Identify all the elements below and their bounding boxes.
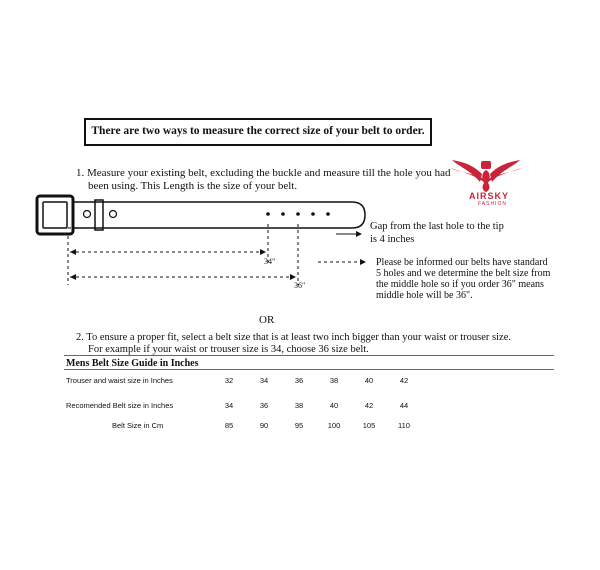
guide-row-label: Trouser and waist size in Inches [66, 376, 173, 385]
guide-cell: 32 [224, 376, 234, 385]
guide-cell: 34 [224, 401, 234, 410]
guide-cell: 36 [294, 376, 304, 385]
belt-keeper [95, 200, 103, 230]
guide-cell: 40 [329, 401, 339, 410]
guide-cell: 40 [364, 376, 374, 385]
guide-row-label: Recomended Belt size in Inches [66, 401, 174, 410]
step2-line1: 2. To ensure a proper fit, select a belt size that is at least two inch bigger than your waist or trouser size. [76, 332, 511, 343]
holes-note-line4: middle hole will be 36". [376, 290, 473, 301]
belt-hole [266, 212, 270, 216]
guide-title: Mens Belt Size Guide in Inches [66, 358, 199, 369]
gap-note-line1: Gap from the last hole to the tip [370, 221, 504, 232]
belt-hole [326, 212, 330, 216]
guide-cell: 34 [259, 376, 269, 385]
brand-logo-name: AIRSKY [469, 191, 510, 201]
holes-note-line3: the middle hole so if you order 36" means [376, 279, 544, 290]
belt-hole [296, 212, 300, 216]
or-separator: OR [259, 314, 275, 326]
buckle-inner [43, 202, 67, 228]
guide-cell: 85 [224, 421, 234, 430]
measure-36-label: 36" [294, 281, 306, 290]
gap-note-line2: is 4 inches [370, 234, 415, 245]
guide-cell: 44 [399, 401, 409, 410]
brand-logo-tagline: FASHION [478, 201, 507, 207]
guide-row-label: Belt Size in Cm [112, 421, 164, 430]
guide-cell: 38 [329, 376, 339, 385]
belt-hole [311, 212, 315, 216]
guide-cell: 42 [364, 401, 374, 410]
guide-cell: 100 [327, 421, 341, 430]
guide-cell: 95 [294, 421, 304, 430]
step1-line1: 1. Measure your existing belt, excluding the buckle and measure till the hole you had [76, 167, 451, 179]
guide-cell: 90 [259, 421, 269, 430]
guide-cell: 36 [259, 401, 269, 410]
guide-cell: 110 [398, 421, 410, 430]
measure-34-label: 34" [264, 257, 276, 266]
belt-hole [110, 211, 117, 218]
guide-cell: 38 [294, 401, 304, 410]
page-title: There are two ways to measure the correct size of your belt to order. [91, 125, 425, 137]
heading-box [84, 118, 432, 146]
step1-line2: been using. This Length is the size of your belt. [88, 180, 298, 192]
guide-divider-bottom [64, 369, 554, 370]
brand-logo-mark [481, 161, 491, 169]
belt-hole [281, 212, 285, 216]
guide-divider-top [64, 355, 554, 356]
guide-cell: 42 [399, 376, 409, 385]
holes-note-line1: Please be informed our belts have standard [376, 257, 548, 268]
step2-line2: For example if your waist or trouser size is 34, choose 36 size belt. [88, 344, 369, 355]
holes-note-line2: 5 holes and we determine the belt size from [376, 268, 551, 279]
belt-hole [84, 211, 91, 218]
guide-cell: 105 [362, 421, 376, 430]
